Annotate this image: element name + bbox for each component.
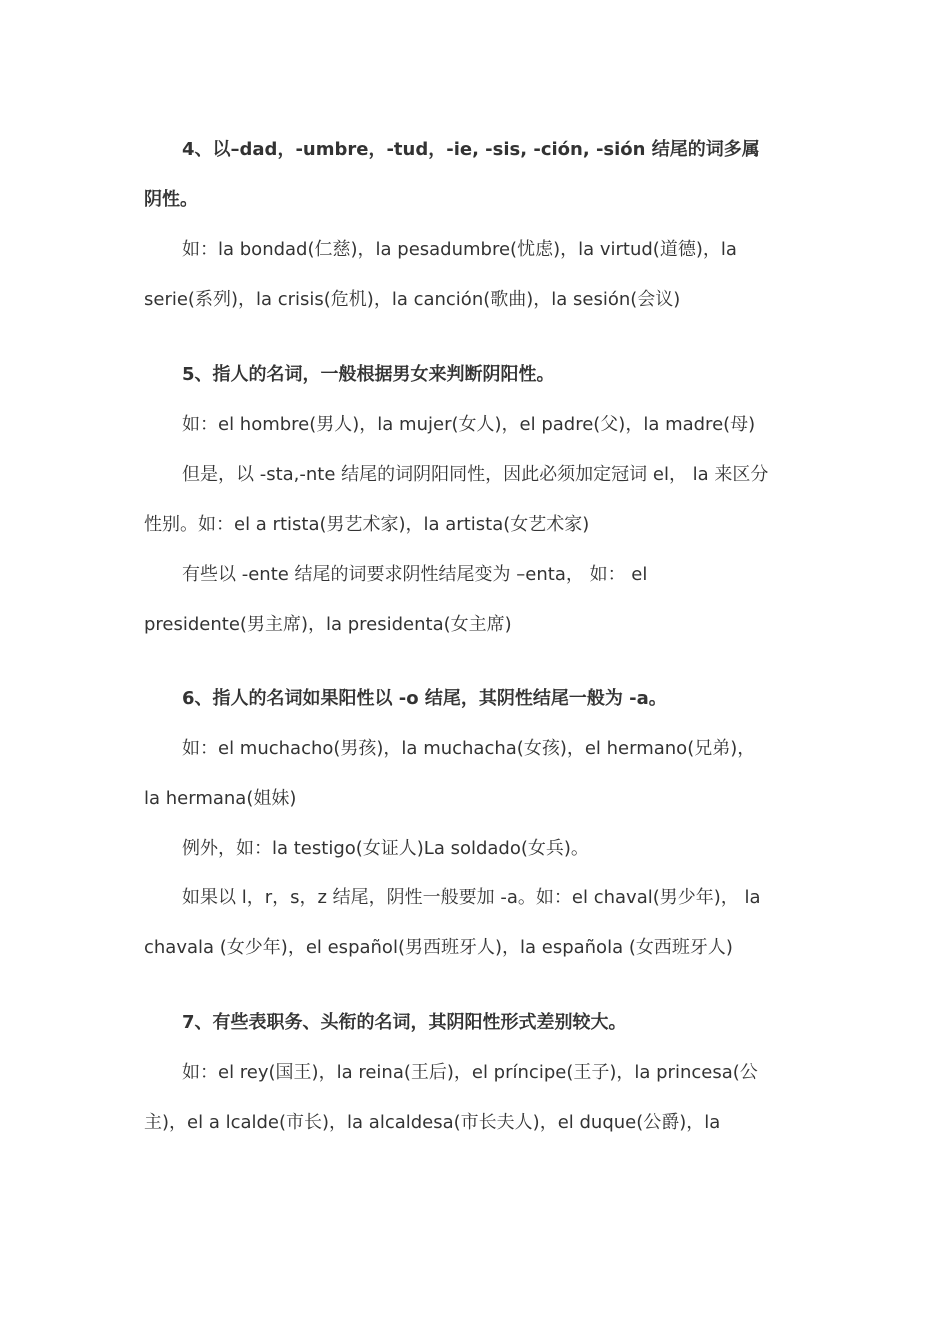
rule-5-note-cont: 性别。如：el a rtista(男艺术家)，la artista(女艺术家) — [144, 514, 590, 535]
rule-5-heading: 5、指人的名词，一般根据男女来判断阴阳性。 — [182, 364, 555, 385]
rule-6-example: 如：el muchacho(男孩)，la muchacha(女孩)，el hermano(兄弟)， — [182, 738, 756, 759]
rule-7-example: 如：el rey(国王)，la reina(王后)，el príncipe(王子)，la princesa(公 — [182, 1062, 758, 1083]
rule-6-consonant-note-cont: chavala (女少年)，el español(男西班牙人)，la española (女西班牙人) — [144, 937, 733, 958]
rule-7-heading: 7、有些表职务、头衔的名词，其阴阳性形式差别较大。 — [182, 1012, 627, 1033]
rule-4-heading-cont: 阴性。 — [144, 189, 198, 210]
rule-5-note: 但是，以 -sta,-nte 结尾的词阴阳同性，因此必须加定冠词 el， la 来区分 — [182, 464, 769, 485]
rule-4-example: 如：la bondad(仁慈)，la pesadumbre(忧虑)，la virtud(道德)，la — [182, 239, 737, 260]
rule-6-consonant-note: 如果以 l，r，s，z 结尾，阴性一般要加 -a。如：el chaval(男少年)， la — [182, 887, 761, 908]
rule-6-example-cont: la hermana(姐妹) — [144, 788, 297, 809]
rule-7-example-cont: 主)，el a lcalde(市长)，la alcaldesa(市长夫人)，el duque(公爵)，la — [144, 1112, 721, 1133]
rule-6-heading: 6、指人的名词如果阳性以 -o 结尾，其阴性结尾一般为 -a。 — [182, 688, 667, 709]
rule-5-ente-note: 有些以 -ente 结尾的词要求阴性结尾变为 –enta， 如： el — [182, 564, 648, 585]
rule-4-heading: 4、以–dad，-umbre，-tud，-ie, -sis, -ción, -sión 结尾的词多属 — [182, 139, 760, 160]
rule-4-example-cont: serie(系列)，la crisis(危机)，la canción(歌曲)，la sesión(会议) — [144, 289, 681, 310]
rule-5-ente-note-cont: presidente(男主席)，la presidenta(女主席) — [144, 614, 512, 635]
rule-5-example: 如：el hombre(男人)，la mujer(女人)，el padre(父)，la madre(母) — [182, 414, 756, 435]
rule-6-exception: 例外，如：la testigo(女证人)La soldado(女兵)。 — [182, 838, 589, 859]
